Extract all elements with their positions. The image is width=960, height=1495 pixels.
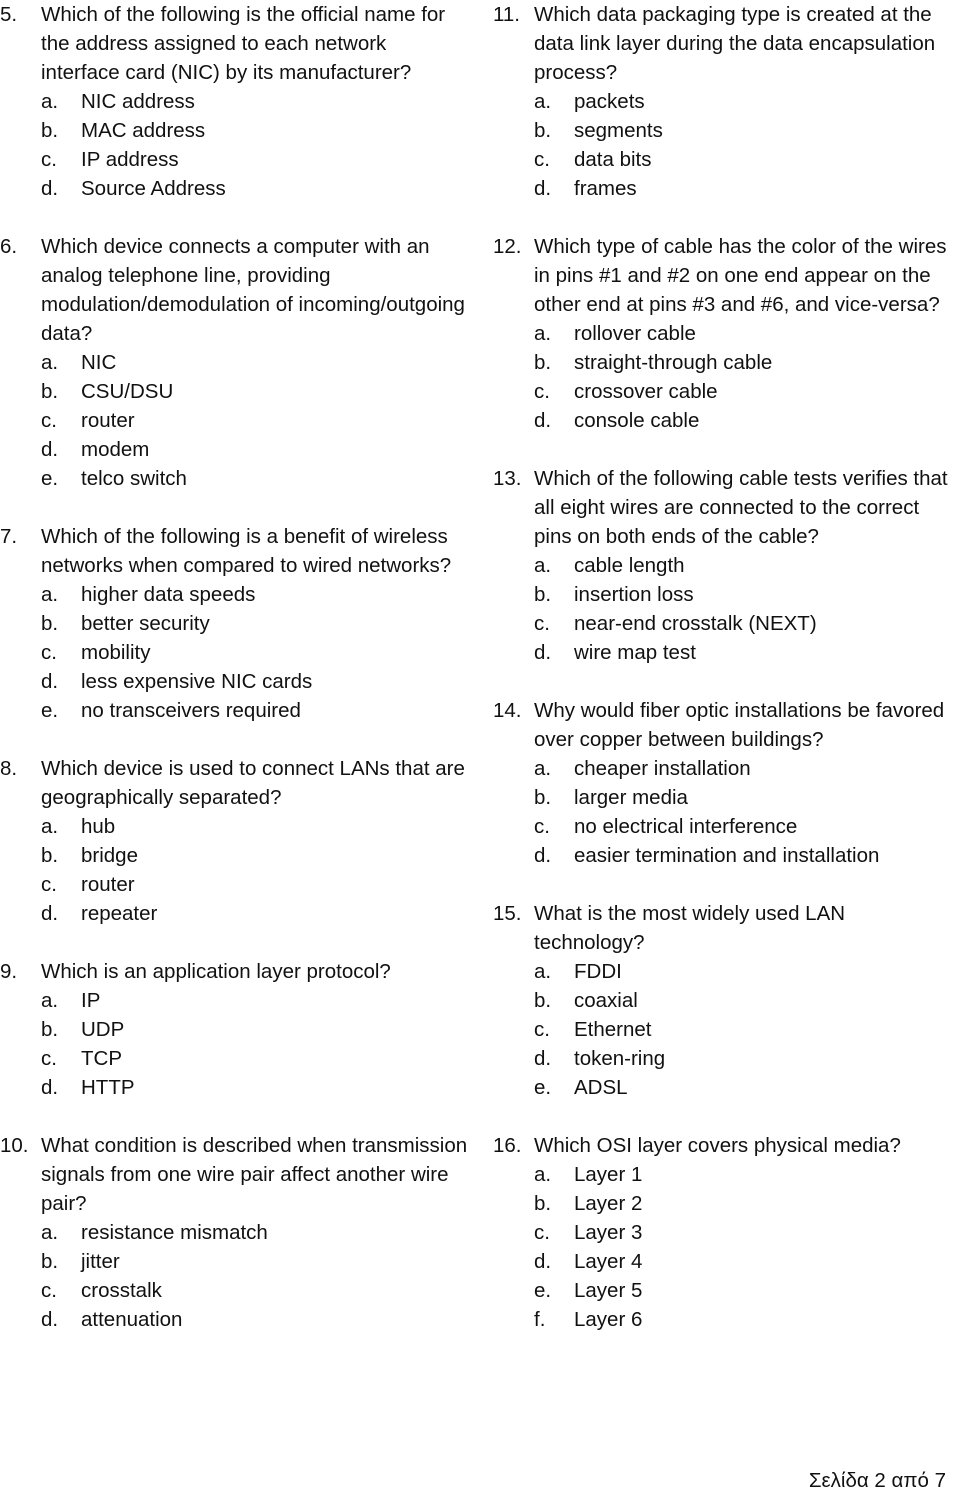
answer-option xyxy=(0,464,470,493)
option-text: bridge xyxy=(81,844,138,867)
option-text: CSU/DSU xyxy=(81,380,174,403)
question-stem xyxy=(0,957,470,986)
option-text: jitter xyxy=(81,1250,120,1273)
question-number: 9. xyxy=(0,960,18,983)
question-number: 5. xyxy=(0,3,18,26)
question-text: Which of the following is a benefit of wireless networks when compared to wired networks? xyxy=(41,525,452,577)
question-text: What condition is described when transmission signals from one wire pair affect another wire pair? xyxy=(41,1134,468,1215)
question-number: 7. xyxy=(0,525,18,548)
option-letter: d. xyxy=(41,438,59,461)
option-letter: a. xyxy=(41,989,59,1012)
answer-option xyxy=(0,1218,470,1247)
option-text: no transceivers required xyxy=(81,699,301,722)
answer-option xyxy=(493,377,960,406)
option-letter: d. xyxy=(534,409,552,432)
answer-option xyxy=(493,754,960,783)
option-letter: b. xyxy=(534,351,552,374)
answer-option xyxy=(493,1015,960,1044)
option-text: Source Address xyxy=(81,177,226,200)
answer-option xyxy=(493,1044,960,1073)
option-text: modem xyxy=(81,438,150,461)
left-question-column xyxy=(0,0,470,1363)
option-letter: d. xyxy=(41,1308,59,1331)
answer-option xyxy=(493,1247,960,1276)
option-text: rollover cable xyxy=(574,322,696,345)
question-block xyxy=(493,899,960,1102)
option-text: higher data speeds xyxy=(81,583,256,606)
option-letter: a. xyxy=(534,960,552,983)
option-letter: c. xyxy=(534,1018,550,1041)
option-text: near-end crosstalk (NEXT) xyxy=(574,612,817,635)
answer-option xyxy=(0,406,470,435)
option-letter: a. xyxy=(534,90,552,113)
answer-option xyxy=(493,116,960,145)
option-letter: b. xyxy=(534,786,552,809)
option-text: wire map test xyxy=(574,641,696,664)
answer-option xyxy=(0,348,470,377)
option-letter: b. xyxy=(41,844,59,867)
right-question-column xyxy=(493,0,960,1363)
option-text: cable length xyxy=(574,554,685,577)
option-text: Layer 2 xyxy=(574,1192,643,1215)
option-text: repeater xyxy=(81,902,158,925)
option-text: Layer 4 xyxy=(574,1250,643,1273)
option-letter: c. xyxy=(534,380,550,403)
option-text: console cable xyxy=(574,409,700,432)
answer-option xyxy=(0,174,470,203)
answer-option xyxy=(0,812,470,841)
answer-option xyxy=(0,609,470,638)
question-text: Which OSI layer covers physical media? xyxy=(534,1134,901,1157)
option-letter: b. xyxy=(534,583,552,606)
question-block xyxy=(493,464,960,667)
option-text: better security xyxy=(81,612,210,635)
question-text: Which data packaging type is created at the data link layer during the data encapsulation process? xyxy=(534,3,936,84)
option-letter: b. xyxy=(534,119,552,142)
option-text: Layer 6 xyxy=(574,1308,643,1331)
answer-option xyxy=(0,116,470,145)
question-text: Which device connects a computer with an analog telephone line, providing modulation/demodulation of incoming/outgoing data? xyxy=(41,235,465,345)
answer-option xyxy=(0,841,470,870)
question-number: 15. xyxy=(493,902,522,925)
question-text: Which of the following cable tests verifies that all eight wires are connected to the correct pins on both ends of the cable? xyxy=(534,467,948,548)
answer-option xyxy=(0,696,470,725)
option-letter: d. xyxy=(41,670,59,693)
question-stem xyxy=(0,1131,470,1218)
option-letter: f. xyxy=(534,1308,546,1331)
question-number: 16. xyxy=(493,1134,522,1157)
option-letter: a. xyxy=(534,322,552,345)
question-number: 13. xyxy=(493,467,522,490)
option-letter: d. xyxy=(534,1047,552,1070)
option-text: insertion loss xyxy=(574,583,694,606)
option-letter: c. xyxy=(534,815,550,838)
option-text: Layer 5 xyxy=(574,1279,643,1302)
option-letter: c. xyxy=(41,148,57,171)
option-text: TCP xyxy=(81,1047,122,1070)
question-stem xyxy=(0,0,470,87)
answer-option xyxy=(0,638,470,667)
option-text: router xyxy=(81,873,135,896)
option-letter: d. xyxy=(534,1250,552,1273)
answer-option xyxy=(493,174,960,203)
option-letter: a. xyxy=(41,90,59,113)
question-number: 8. xyxy=(0,757,18,780)
option-text: UDP xyxy=(81,1018,125,1041)
question-block xyxy=(0,957,470,1102)
option-text: NIC address xyxy=(81,90,195,113)
option-letter: b. xyxy=(534,1192,552,1215)
question-stem xyxy=(0,232,470,348)
question-text: Which device is used to connect LANs that are geographically separated? xyxy=(41,757,465,809)
option-text: token-ring xyxy=(574,1047,666,1070)
question-number: 11. xyxy=(493,3,520,26)
question-number: 12. xyxy=(493,235,522,258)
answer-option xyxy=(0,87,470,116)
answer-option xyxy=(493,1276,960,1305)
option-letter: b. xyxy=(41,380,59,403)
answer-option xyxy=(493,609,960,638)
option-letter: d. xyxy=(534,641,552,664)
question-text: Which type of cable has the color of the wires in pins #1 and #2 on one end appear on the other end at pins #3 and #6, and vice-versa? xyxy=(534,235,947,316)
question-block xyxy=(0,754,470,928)
answer-option xyxy=(0,1276,470,1305)
option-letter: d. xyxy=(41,177,59,200)
question-stem xyxy=(493,1131,960,1160)
option-letter: d. xyxy=(41,902,59,925)
option-letter: c. xyxy=(41,409,57,432)
question-block xyxy=(0,0,470,203)
question-text: What is the most widely used LAN technology? xyxy=(534,902,846,954)
option-text: telco switch xyxy=(81,467,187,490)
option-text: IP address xyxy=(81,148,179,171)
question-stem xyxy=(493,696,960,754)
option-letter: c. xyxy=(534,148,550,171)
option-text: resistance mismatch xyxy=(81,1221,268,1244)
option-letter: a. xyxy=(41,583,59,606)
option-letter: c. xyxy=(41,873,57,896)
question-stem xyxy=(0,754,470,812)
option-letter: a. xyxy=(41,1221,59,1244)
option-text: packets xyxy=(574,90,645,113)
option-letter: a. xyxy=(41,815,59,838)
question-number: 10. xyxy=(0,1134,29,1157)
answer-option xyxy=(493,348,960,377)
option-text: no electrical interference xyxy=(574,815,798,838)
answer-option xyxy=(0,899,470,928)
question-block xyxy=(493,1131,960,1334)
option-letter: a. xyxy=(534,757,552,780)
answer-option xyxy=(0,1305,470,1334)
option-text: router xyxy=(81,409,135,432)
option-letter: b. xyxy=(534,989,552,1012)
answer-option xyxy=(493,1218,960,1247)
option-text: easier termination and installation xyxy=(574,844,880,867)
answer-option xyxy=(0,580,470,609)
answer-option xyxy=(493,580,960,609)
option-text: NIC xyxy=(81,351,117,374)
option-letter: d. xyxy=(41,1076,59,1099)
answer-option xyxy=(493,1305,960,1334)
option-text: crossover cable xyxy=(574,380,718,403)
answer-option xyxy=(0,870,470,899)
answer-option xyxy=(0,435,470,464)
question-text: Why would fiber optic installations be favored over copper between buildings? xyxy=(534,699,945,751)
option-text: straight-through cable xyxy=(574,351,773,374)
option-letter: a. xyxy=(534,1163,552,1186)
answer-option xyxy=(493,406,960,435)
answer-option xyxy=(493,783,960,812)
option-text: IP xyxy=(81,989,101,1012)
option-letter: e. xyxy=(534,1076,552,1099)
option-text: data bits xyxy=(574,148,652,171)
answer-option xyxy=(493,1189,960,1218)
option-letter: e. xyxy=(41,467,59,490)
option-text: Ethernet xyxy=(574,1018,652,1041)
option-text: hub xyxy=(81,815,116,838)
question-number: 14. xyxy=(493,699,522,722)
question-block xyxy=(493,0,960,203)
question-block xyxy=(0,1131,470,1334)
answer-option xyxy=(493,319,960,348)
option-text: HTTP xyxy=(81,1076,135,1099)
option-letter: b. xyxy=(41,612,59,635)
option-text: frames xyxy=(574,177,637,200)
answer-option xyxy=(0,1073,470,1102)
answer-option xyxy=(493,1073,960,1102)
answer-option xyxy=(0,1044,470,1073)
page-number-footer: Σελίδα 2 από 7 xyxy=(808,1469,946,1492)
question-stem xyxy=(493,0,960,87)
answer-option xyxy=(0,377,470,406)
answer-option xyxy=(493,841,960,870)
option-letter: a. xyxy=(534,554,552,577)
question-text: Which is an application layer protocol? xyxy=(41,960,391,983)
option-text: MAC address xyxy=(81,119,206,142)
option-text: attenuation xyxy=(81,1308,183,1331)
question-number: 6. xyxy=(0,235,18,258)
option-letter: c. xyxy=(41,1047,57,1070)
question-block xyxy=(0,522,470,725)
question-stem xyxy=(493,464,960,551)
option-letter: b. xyxy=(41,1250,59,1273)
answer-option xyxy=(493,87,960,116)
question-stem xyxy=(0,522,470,580)
option-text: cheaper installation xyxy=(574,757,751,780)
option-text: less expensive NIC cards xyxy=(81,670,313,693)
option-letter: c. xyxy=(534,612,550,635)
option-letter: e. xyxy=(534,1279,552,1302)
option-text: mobility xyxy=(81,641,151,664)
option-letter: c. xyxy=(534,1221,550,1244)
answer-option xyxy=(493,638,960,667)
answer-option xyxy=(493,1160,960,1189)
option-letter: e. xyxy=(41,699,59,722)
option-text: larger media xyxy=(574,786,688,809)
option-letter: b. xyxy=(41,1018,59,1041)
answer-option xyxy=(493,986,960,1015)
option-letter: a. xyxy=(41,351,59,374)
answer-option xyxy=(0,145,470,174)
question-text: Which of the following is the official name for the address assigned to each network interface card (NIC) by its manufacturer? xyxy=(41,3,446,84)
answer-option xyxy=(0,986,470,1015)
option-text: segments xyxy=(574,119,663,142)
answer-option xyxy=(493,957,960,986)
question-stem xyxy=(493,899,960,957)
question-block xyxy=(0,232,470,493)
option-text: ADSL xyxy=(574,1076,628,1099)
option-text: Layer 1 xyxy=(574,1163,643,1186)
option-text: crosstalk xyxy=(81,1279,162,1302)
answer-option xyxy=(0,1247,470,1276)
answer-option xyxy=(0,667,470,696)
option-text: FDDI xyxy=(574,960,622,983)
option-letter: c. xyxy=(41,1279,57,1302)
question-block xyxy=(493,232,960,435)
answer-option xyxy=(0,1015,470,1044)
question-block xyxy=(493,696,960,870)
option-letter: d. xyxy=(534,844,552,867)
answer-option xyxy=(493,812,960,841)
option-letter: c. xyxy=(41,641,57,664)
answer-option xyxy=(493,145,960,174)
answer-option xyxy=(493,551,960,580)
option-letter: b. xyxy=(41,119,59,142)
option-text: coaxial xyxy=(574,989,638,1012)
option-letter: d. xyxy=(534,177,552,200)
question-stem xyxy=(493,232,960,319)
option-text: Layer 3 xyxy=(574,1221,643,1244)
